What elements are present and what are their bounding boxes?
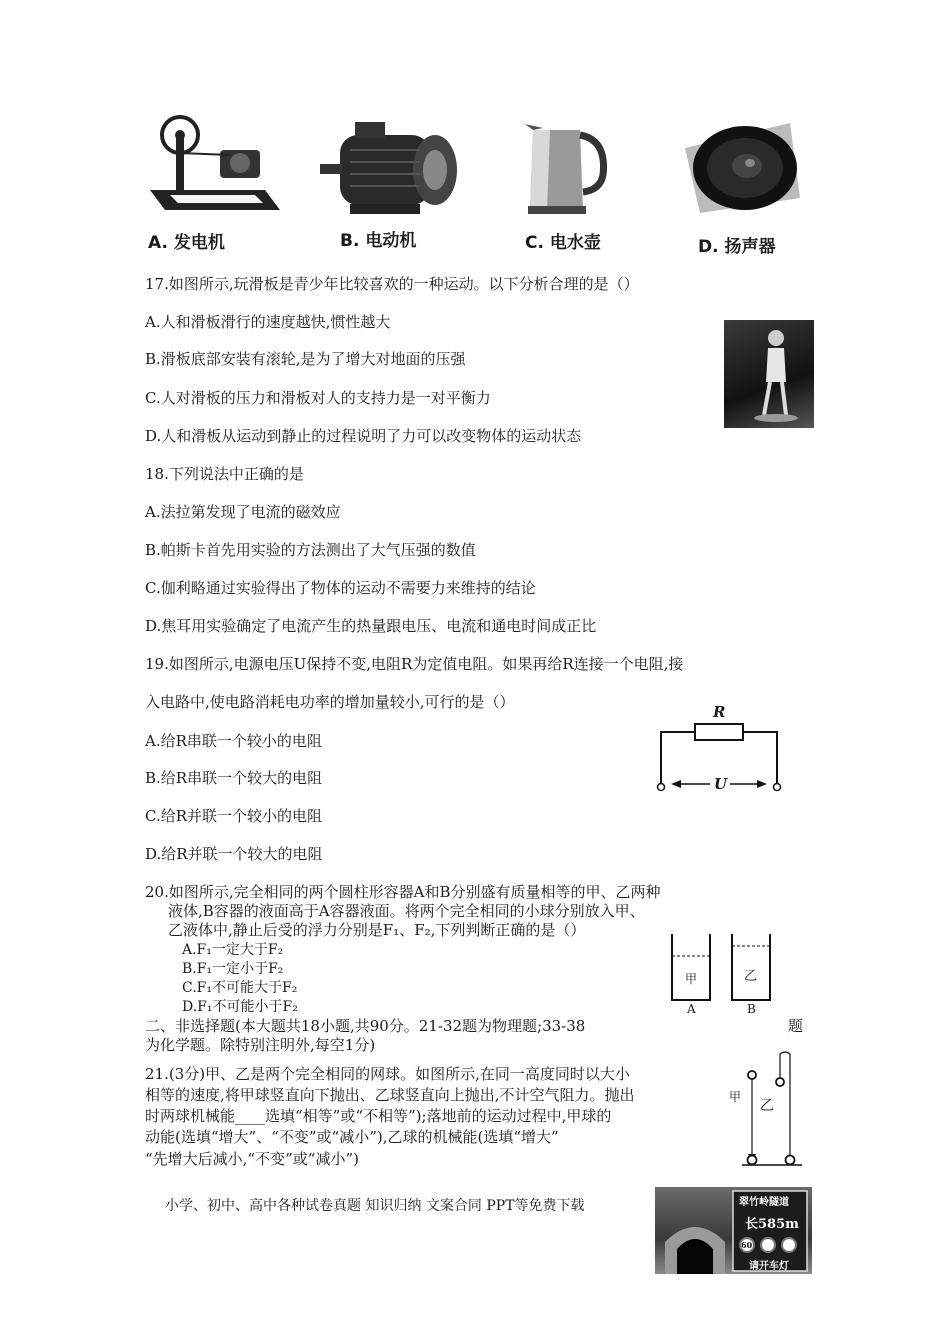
circuit-label-u: U bbox=[714, 775, 728, 793]
q21-line1: 21.(3分)甲、乙是两个完全相同的网球。如图所示,在同一高度同时以大小 bbox=[145, 1065, 630, 1083]
container-a-label: A bbox=[687, 1002, 696, 1016]
q17-option-d: D.人和滑板从运动到静止的过程说明了力可以改变物体的运动状态 bbox=[145, 427, 582, 445]
q18-stem: 18.下列说法中正确的是 bbox=[145, 465, 304, 483]
q20-option-a: A.F₁一定大于F₂ bbox=[182, 942, 284, 958]
speaker-illustration bbox=[675, 118, 805, 218]
q20-option-b: B.F₁一定小于F₂ bbox=[182, 961, 284, 977]
kettle-illustration bbox=[525, 120, 615, 220]
q19-option-d: D.给R并联一个较大的电阻 bbox=[145, 845, 323, 863]
label-b: B. 电动机 bbox=[340, 231, 417, 251]
tunnel-photo bbox=[655, 1187, 812, 1274]
q19-stem-line1: 19.如图所示,电源电压U保持不变,电阻R为定值电阻。如果再给R连接一个电阻,接 bbox=[145, 655, 684, 673]
q17-stem: 17.如图所示,玩滑板是青少年比较喜欢的一种运动。以下分析合理的是（） bbox=[145, 275, 639, 293]
container-b-liquid: 乙 bbox=[744, 969, 758, 984]
q19-option-b: B.给R串联一个较大的电阻 bbox=[145, 769, 323, 787]
q18-option-a: A.法拉第发现了电流的磁效应 bbox=[145, 503, 341, 521]
section-2-line2: 为化学题。除特别注明外,每空1分) bbox=[145, 1036, 376, 1054]
footer-text: 小学、初中、高中各种试卷真题 知识归纳 文案合同 PPT等免费下载 bbox=[165, 1198, 585, 1214]
q17-option-b: B.滑板底部安装有滚轮,是为了增大对地面的压强 bbox=[145, 350, 466, 368]
q18-option-b: B.帕斯卡首先用实验的方法测出了大气压强的数值 bbox=[145, 541, 476, 559]
tunnel-sign-speed: 60 bbox=[741, 1240, 753, 1250]
label-c: C. 电水壶 bbox=[525, 233, 601, 253]
section-2-line1-end: 题 bbox=[788, 1017, 804, 1035]
q18-option-d: D.焦耳用实验确定了电流产生的热量跟电压、电流和通电时间成正比 bbox=[145, 617, 597, 635]
q17-option-a: A.人和滑板滑行的速度越快,惯性越大 bbox=[145, 313, 391, 331]
label-d: D. 扬声器 bbox=[698, 237, 776, 257]
tunnel-sign-length: 长585m bbox=[745, 1217, 799, 1232]
circuit-label-r: R bbox=[713, 703, 726, 721]
motor-illustration bbox=[320, 120, 460, 220]
q21-line3: 时两球机械能____选填“相等”或“不相等”);落地前的运动过程中,甲球的 bbox=[145, 1107, 612, 1125]
tennis-ball-lines bbox=[740, 1050, 810, 1170]
skateboard-photo bbox=[724, 320, 814, 428]
q21-line2: 相等的速度,将甲球竖直向下抛出、乙球竖直向上抛出,不计空气阻力。抛出 bbox=[145, 1086, 635, 1104]
container-a-liquid: 甲 bbox=[685, 972, 698, 986]
q20-stem-line2: 液体,B容器的液面高于A容器液面。将两个完全相同的小球分别放入甲、 bbox=[168, 902, 645, 920]
q20-option-c: C.F₁不可能大于F₂ bbox=[182, 980, 298, 996]
q19-stem-line2: 入电路中,使电路消耗电功率的增加量较小,可行的是（） bbox=[145, 693, 515, 711]
tunnel-sign-name: 翠竹岭隧道 bbox=[739, 1197, 789, 1208]
q20-option-d: D.F₁不可能小于F₂ bbox=[182, 999, 298, 1015]
q19-option-c: C.给R并联一个较小的电阻 bbox=[145, 807, 323, 825]
q20-stem-line3: 乙液体中,静止后受的浮力分别是F₁、F₂,下列判断正确的是（） bbox=[168, 921, 586, 939]
containers-outline bbox=[670, 932, 780, 1002]
label-a: A. 发电机 bbox=[148, 233, 225, 253]
q19-option-a: A.给R串联一个较小的电阻 bbox=[145, 732, 322, 750]
q21-line4: 动能(选填“增大”、“不变”或“减小”),乙球的机械能(选填“增大” bbox=[145, 1128, 559, 1146]
q17-option-c: C.人对滑板的压力和滑板对人的支持力是一对平衡力 bbox=[145, 389, 491, 407]
section-2-line1: 二、非选择题(本大题共18小题,共90分。21-32题为物理题;33-38 bbox=[145, 1017, 586, 1035]
container-b-label: B bbox=[747, 1002, 756, 1016]
q18-option-c: C.伽利略通过实验得出了物体的运动不需要力来维持的结论 bbox=[145, 579, 536, 597]
q21-line5: “先增大后减小,“不变”或“减小”) bbox=[145, 1150, 359, 1168]
ball-label-jia: 甲 bbox=[729, 1090, 742, 1104]
ball-label-yi: 乙 bbox=[760, 1098, 774, 1114]
skater-figure bbox=[724, 320, 814, 428]
tunnel-sign-light: 请开车灯 bbox=[749, 1261, 789, 1272]
generator-illustration bbox=[145, 115, 285, 215]
q20-stem-line1: 20.如图所示,完全相同的两个圆柱形容器A和B分别盛有质量相等的甲、乙两种 bbox=[145, 883, 661, 901]
